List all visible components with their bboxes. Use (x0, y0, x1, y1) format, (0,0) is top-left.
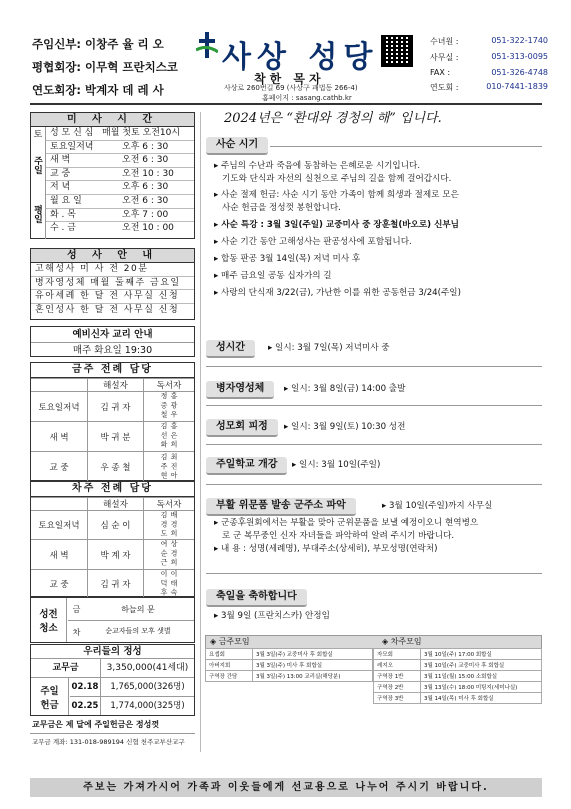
congrats-title: 축일을 축하합니다 (206, 589, 307, 607)
mass-row: 토요일저녁 오후 6 : 30 (46, 141, 194, 155)
list-item: ▸ 사순 기간 동안 고해성사는 판공성사에 포함됩니다. (214, 237, 412, 247)
reader: 상 경 희 (170, 540, 178, 566)
contacts (430, 36, 548, 98)
offering-row: 교무금 3,350,000(41세대) (31, 659, 194, 678)
contact-fax: FAX : 051-326-4748 (430, 68, 548, 77)
reader: 정 중 철 (160, 392, 168, 418)
sacrament-row: 유아세례 한 달 전 사무실 신청 (31, 290, 194, 304)
mass-row: 수 . 금 오전 10 : 00 (50, 223, 174, 234)
header-divider (30, 103, 542, 105)
reader: 김 주 현 (160, 452, 168, 478)
meetings-next-table (373, 648, 542, 704)
table-row: 요셉회 3월 3일(주) 교중미사 후 회합실 (206, 649, 373, 660)
offering-account: 교무금 계좌: 131-018-989194 신협 천주교부산교구 (32, 738, 185, 746)
event-title-sick-communion: 병자영성체 (206, 381, 274, 399)
council-line: 평협회장: 이무혁 프란치스코 (32, 60, 178, 74)
catechism-box (30, 326, 195, 357)
reader: 이 태 숙 (170, 569, 178, 596)
mass-rows (46, 127, 194, 235)
event-title-sunday-school: 주일학교 개강 (206, 457, 287, 475)
meetings-this-title: ◈ 금주모임 (210, 637, 250, 646)
mass-times-box (30, 112, 195, 239)
easter-list (214, 517, 478, 556)
offering-row: 02.25 1,774,000(325명) (70, 697, 194, 715)
reader: 김 선 화 (160, 422, 168, 448)
list-item: ▸ 주님의 수난과 죽음에 동참하는 은혜로운 시기입니다. (214, 161, 421, 171)
catechism-text: 매주 화요일 19:30 (72, 345, 153, 356)
sacrament-row: 병자영성체 매월 둘째주 금요일 (31, 277, 194, 291)
mass-label: 토요일저녁 (31, 511, 88, 540)
cleaning-row: 차 순교자들의 모후 샛별 (72, 627, 171, 636)
event-title-retreat: 성모회 피정 (206, 419, 278, 437)
mass-row: 저 녁 오후 6 : 30 (46, 181, 194, 195)
offering-box (30, 644, 195, 716)
liturgy-this-week-box (30, 362, 195, 481)
church-name: 사상 성당 (222, 40, 379, 75)
easter-title: 부활 위문품 발송 군주소 파악 (206, 498, 356, 516)
commentator: 심 순 이 (88, 511, 144, 540)
header-officers (32, 36, 178, 105)
col-commentator: 해설자 (88, 379, 144, 392)
event-text: ▸ 일시: 3월 7일(목) 저녁미사 중 (268, 343, 390, 353)
easter-date: ▸ 3월 10일(주일)까지 사무실 (382, 501, 493, 511)
contact-office: 사무실 : 051-313-0095 (430, 52, 548, 62)
liturgy-next-title: 차주 전례 담당 (31, 482, 194, 497)
reader: 최 진 아 (170, 452, 178, 478)
cleaning-row: 금 하늘의 문 (68, 598, 194, 621)
mass-row: 성 모 신 심 매월 첫토 오전10시 (46, 127, 194, 141)
table-row: 구역장 1반 3월 11일(월) 15:00 소회합실 (374, 671, 542, 682)
church-cross-logo-icon (196, 32, 218, 60)
league-line: 연도회장: 박계자 데 레 사 (32, 83, 164, 97)
sacrament-row: 고해성사 미 사 전 20분 (31, 263, 194, 277)
lent-list (214, 160, 461, 300)
cleaning-box (30, 597, 195, 643)
mass-label: 교 중 (31, 569, 88, 598)
table-row: 자모회 3월 10일(주) 17:00 회합실 (374, 649, 542, 660)
mass-row: 새 벽 오전 6 : 30 (46, 154, 194, 168)
homepage[interactable]: 홈페이지 : sasang.cathb.kr (262, 94, 352, 102)
liturgy-next-week-box (30, 481, 195, 597)
mass-row: 교 중 오전 10 : 30 (46, 168, 194, 182)
mass-label: 새 벽 (31, 540, 88, 569)
list-item: ▸ 군종후원회에서는 부활을 맞아 군위문품을 보낼 예정이오니 현역병으 (214, 518, 479, 528)
col-reader: 독서자 (144, 379, 195, 392)
pastor-line: 주임신부: 이창주 율 리 오 (32, 37, 164, 51)
mass-group-sunday: 주일 (32, 156, 42, 174)
sacrament-row: 혼인성사 한 달 전 사무실 신청 (35, 304, 180, 315)
congrats-text: ▸ 3월 9일 (프란치스카) 안정임 (214, 611, 330, 621)
list-item: 로 군 복무중인 신자 자녀들을 파악하여 알려 주시기 바랍니다. (222, 531, 455, 541)
list-item: 기도와 단식과 자선의 실천으로 주님의 길을 함께 걸어갑시다. (222, 174, 452, 184)
table-row: 아버지회 3월 3일(주) 미사 후 회합실 (206, 660, 373, 671)
meetings-this-table (205, 648, 373, 682)
sacraments-title: 성 사 안 내 (31, 249, 194, 263)
offering-note: 교무금은 제 달에 주일헌금은 정성껏 (32, 720, 160, 729)
liturgy-this-table (31, 378, 194, 482)
reader: 김 경 도 (160, 511, 168, 537)
motto: 착한 목자 (254, 72, 325, 86)
list-item: ▸ 사랑의 단식재 3/22(금), 가난한 이를 위한 공동헌금 3/24(주일) (214, 288, 461, 298)
table-row: 구역장 2반 3월 13일(수) 18:00 미팅지(세미나실) (374, 682, 542, 693)
mass-label: 새 벽 (31, 422, 88, 452)
commentator: 김 귀 자 (88, 569, 144, 598)
qr-code-icon (381, 35, 413, 67)
meetings-next-title: ◈ 차주모임 (382, 637, 422, 646)
list-item: ▸ 합동 판공 3월 14일(목) 저녁 미사 후 (214, 254, 361, 264)
reader: 홍 은 희 (170, 422, 178, 448)
footer-banner: 주보는 가져가시어 가족과 이웃들에게 선교용으로 나누어 주시기 바랍니다. (30, 778, 542, 797)
mass-row: 화 . 목 오후 7 : 00 (46, 209, 194, 223)
table-row: 레지오 3월 10일(주) 교중미사 후 회합실 (374, 660, 542, 671)
commentator: 박 귀 분 (88, 422, 144, 452)
event-text: ▸ 일시: 3월 9일(토) 10:30 성전 (284, 422, 406, 432)
event-title-holy-hour: 성시간 (206, 340, 255, 358)
address: 사상로 260번길 69 (사상구 괘법동 266-4) (224, 84, 358, 92)
cleaning-label: 성전 청소 (31, 598, 67, 642)
event-text: ▸ 일시: 3월 8일(금) 14:00 출발 (284, 384, 406, 394)
commentator: 박 계 자 (88, 540, 144, 569)
lent-title: 사순 시기 (206, 137, 268, 155)
commentator: 김 귀 자 (88, 392, 144, 422)
col-commentator: 해설자 (88, 498, 144, 511)
liturgy-this-title: 금주 전례 담당 (31, 363, 194, 378)
list-item: 사순 헌금을 정성껏 봉헌합니다. (222, 203, 341, 213)
mass-times-title: 미 사 시 간 (31, 113, 194, 127)
mass-label: 교 중 (31, 452, 88, 482)
offering-title: 우리들의 정성 (31, 645, 194, 659)
reader: 배 경 희 (170, 511, 178, 537)
column-divider (200, 112, 201, 752)
commentator: 우 종 철 (88, 452, 144, 482)
mass-label: 토요일저녁 (31, 392, 88, 422)
catechism-title: 예비신자 교리 안내 (31, 327, 194, 343)
table-row: 구역장 간담 3월 3일(주) 13:00 교리실(해당분) (206, 671, 373, 682)
offering-sunday-label: 주일 헌금 (31, 678, 69, 715)
mass-row: 월 요 일 오전 6 : 30 (46, 195, 194, 209)
reader: 여 순 근 (160, 540, 168, 566)
list-item: ▸ 매주 금요일 공동 십자가의 길 (214, 271, 332, 281)
mass-group-weekday: 평일 (32, 205, 42, 223)
contact-convent: 수녀원 : 051-322-1740 (430, 36, 548, 46)
event-text: ▸ 일시: 3월 10일(주일) (292, 460, 381, 470)
list-item: ▸ 사순 특강 : 3월 3일(주일) 교중미사 중 장훈철(바오로) 신부님 (214, 220, 459, 230)
meetings (205, 635, 542, 702)
reader: 이 덕 후 (160, 569, 168, 596)
sacraments-box (30, 248, 195, 320)
table-row: 구역장 3반 3월 14일(목) 미사 후 회합실 (374, 693, 542, 704)
list-item: ▸ 내 용 : 성명(세례명), 부대주소(상세히), 부모성명(연락처) (214, 544, 438, 554)
col-reader: 독서자 (144, 498, 195, 511)
mass-day-sat: 토 (33, 130, 43, 140)
liturgy-next-table (31, 497, 194, 598)
contact-yeondo: 연도회 : 010-7441-1839 (430, 82, 548, 92)
list-item: ▸ 사순 절제 헌금: 사순 시기 동안 가족이 함께 희생과 절제로 모은 (214, 190, 459, 200)
reader: 홍 광 우 (170, 392, 178, 418)
year-theme: 2024년은 “환대와 경청의 해” 입니다. (224, 111, 442, 126)
offering-row: 02.18 1,765,000(326명) (70, 678, 194, 697)
